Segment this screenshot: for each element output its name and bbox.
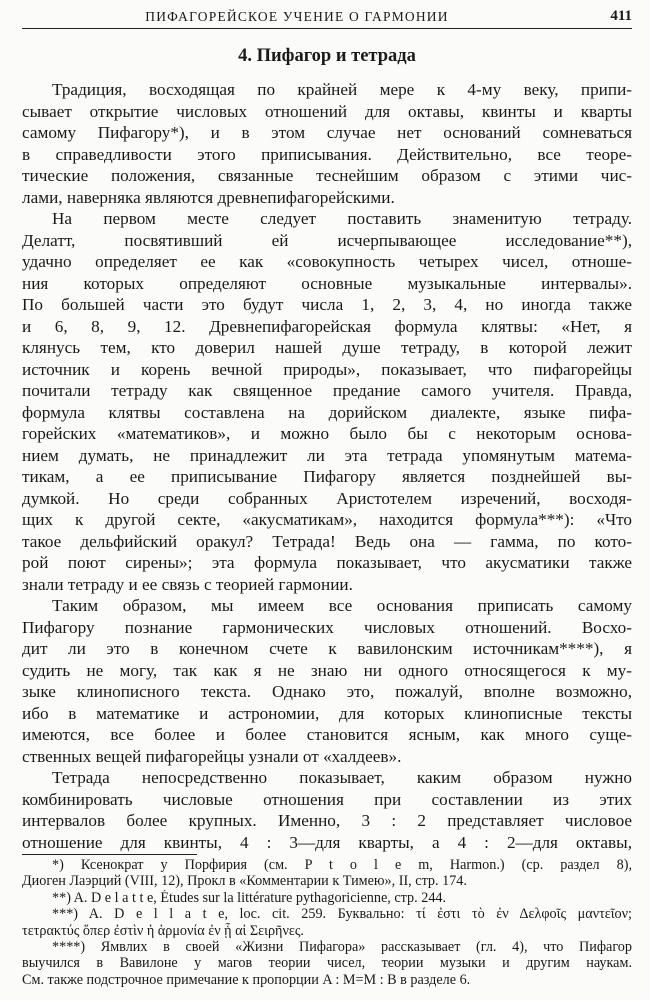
text-line: сывает открытие числовых отношений для октавы, квинты и кварты <box>22 101 632 121</box>
footnote-line: выучился в Вавилоне у магов теории чисел, теории музыки и другим наукам. <box>22 955 632 972</box>
text-line: такое дельфийский оракул? Тетрада! Ведь она — гамма, по кото- <box>22 531 632 551</box>
text-line: Делатт, посвятивший ей исчерпывающее исследование**), <box>22 230 632 250</box>
running-title: ПИФАГОРЕЙСКОЕ УЧЕНИЕ О ГАРМОНИИ <box>145 9 449 24</box>
text-line: ибо в математике и астрономии, для которых клинописные тексты <box>22 703 632 723</box>
main-text <box>22 79 632 853</box>
text-line: тические положения, связанные теснейшим образом с этими чис- <box>22 166 632 185</box>
text-line: Пифагору познание гармонических числовых отношений. Восхо- <box>22 617 632 637</box>
section-title: 4. Пифагор и тетрада <box>238 46 416 66</box>
text-line: ственных вещей пифагорейцы узнали от «халдеев». <box>22 746 402 766</box>
footnote-line: **) A. D e l a t t e, Études sur la littérature pythagoricienne, стр. 244. <box>52 889 447 906</box>
text-line: тикам, а ее приписывание Пифагору является позднейшей вы- <box>22 467 632 486</box>
text-line: зыке клинописного текста. Однако это, пожалуй, вполне возможно, <box>22 682 632 701</box>
text-line: нием думать, не принадлежит ли эта тетрада упомянутым матема- <box>22 445 632 465</box>
text-line: рой поют сирены»; эта формула показывает, что акусматики также <box>22 553 632 572</box>
paragraph-3 <box>22 595 632 767</box>
text-line: щих к другой секте, «акусматикам», находится формула***): «Что <box>22 510 632 529</box>
footnote-3 <box>22 906 632 939</box>
text-line: Традиция, восходящая по крайней мере к 4-му веку, припи- <box>52 80 632 99</box>
text-line: дит ли это в конечном счете к вавилонским источникам****), я <box>22 639 632 658</box>
text-line: источник и корень вечной природы», показывает, что пифагорейцы <box>22 359 632 379</box>
text-line: На первом месте следует поставить знаменитую тетраду. <box>52 209 632 228</box>
text-line: интервалов более крупных. Именно, 3 : 2 представляет числовое <box>22 811 632 830</box>
text-line: и 6, 8, 9, 12. Древнепифагорейская формула клятвы: «Нет, я <box>22 316 632 336</box>
paragraph-1 <box>22 79 632 208</box>
text-line: клянусь тем, кто доверил нашей душе тетраду, в которой лежит <box>22 338 632 357</box>
text-line: в справедливости этого приписывания. Действительно, все теоре- <box>22 144 632 164</box>
text-line: По большей части это будут числа 1, 2, 3, 4, но иногда также <box>22 295 632 314</box>
text-line: Тетрада непосредственно показывает, каким образом нужно <box>52 768 632 787</box>
text-line: судить не могу, так как я не знаю ни одного относящегося к му- <box>22 660 632 680</box>
text-line: горейских «математиков», и можно было бы с некоторым основа- <box>22 424 632 443</box>
footnote-line: Диоген Лаэрций (VIII, 12), Прокл в «Комментарии к Тимею», II, стр. 174. <box>22 873 467 890</box>
text-line: комбинировать числовые отношения при составлении из этих <box>22 789 632 809</box>
footnote-1 <box>22 857 632 890</box>
text-line: ния которых определяют основные музыкальные интервалы». <box>22 273 632 293</box>
text-line: Таким образом, мы имеем все основания приписать самому <box>52 596 632 615</box>
footnote-line: *) Ксенократ у Порфирия (см. P t o l e m, Harmon.) (ср. раздел 8), <box>52 857 632 873</box>
text-line: отношение для квинты, 4 : 3—для кварты, а 4 : 2—для октавы, <box>22 832 632 852</box>
footnote-divider <box>22 854 197 855</box>
paragraph-2 <box>22 208 632 595</box>
text-line: удачно определяет ее как «совокупность четырех чисел, отноше- <box>22 252 632 271</box>
text-line: думкой. Но среди собранных Аристотелем изречений, восходя- <box>22 488 632 508</box>
text-line: почитали тетраду как священное предание самого учителя. Правда, <box>22 381 632 400</box>
footnote-2 <box>22 890 632 906</box>
text-line: формула клятвы составлена на дорийском диалекте, языке пифа- <box>22 402 632 422</box>
footnote-line: ***) A. D e l l a t e, loc. cit. 259. Буквально: τί ἐστι τὸ ἐν Δελφοῖς μαντεῖον; <box>52 906 632 923</box>
footnotes <box>22 857 632 988</box>
page-number: 411 <box>610 8 632 24</box>
paragraph-4 <box>22 767 632 853</box>
running-header <box>22 6 632 29</box>
footnote-line: τετρακτύς ὅπερ ἐστὶν ἡ ἁρμονία ἐν ᾗ αἱ Σειρῆνες. <box>22 922 304 939</box>
footnote-line: ****) Ямвлих в своей «Жизни Пифагора» рассказывает (гл. 4), что Пифагор <box>52 938 632 955</box>
text-line: лами, наверняка являются древнепифагорейскими. <box>22 187 395 207</box>
text-line: знали тетраду и ее связь с теорией гармонии. <box>22 574 353 594</box>
footnote-4 <box>22 939 632 988</box>
footnote-line: См. также подстрочное примечание к пропорции A : M=M : B в разделе 6. <box>22 971 471 988</box>
text-line: самому Пифагору*), и в этом случае нет оснований сомневаться <box>22 123 632 142</box>
text-line: имеются, все более и более становится ясным, как много суще- <box>22 725 632 744</box>
